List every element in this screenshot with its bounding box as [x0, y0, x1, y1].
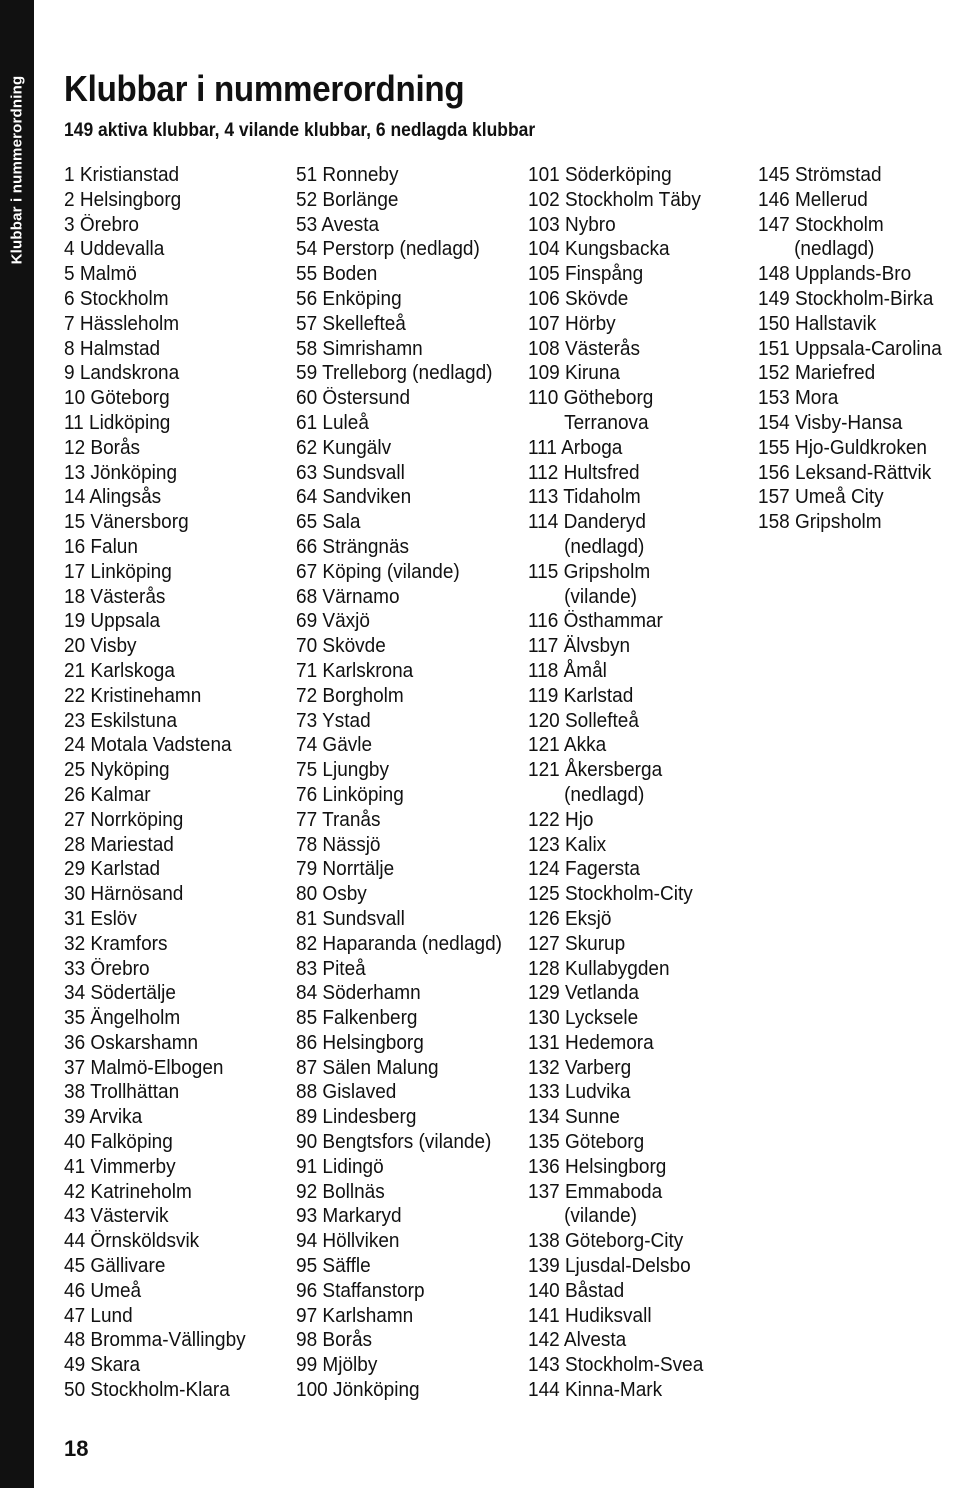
club-entry: 123 Kalix: [528, 833, 607, 856]
club-entry: 51 Ronneby: [296, 164, 399, 186]
club-entry: 39 Arvika: [64, 1106, 143, 1129]
club-entry: 56 Enköping: [296, 287, 402, 310]
club-entry-continuation: (vilande): [564, 585, 637, 608]
club-entry: 29 Karlstad: [64, 858, 161, 881]
club-entry: 8 Halmstad: [64, 337, 161, 360]
club-entry: 77 Tranås: [296, 808, 381, 831]
club-entry: 60 Östersund: [296, 387, 411, 410]
club-entry: 70 Skövde: [296, 635, 386, 658]
club-entry: 79 Norrtälje: [296, 858, 395, 881]
club-entry: 141 Hudiksvall: [528, 1304, 652, 1327]
club-entry: 99 Mjölby: [296, 1354, 378, 1377]
club-entry: 18 Västerås: [64, 585, 166, 608]
club-entry: 32 Kramfors: [64, 932, 168, 955]
club-entry: 16 Falun: [64, 535, 138, 558]
club-entry: 86 Helsingborg: [296, 1031, 424, 1054]
club-entry: 145 Strömstad: [758, 164, 882, 186]
club-entry: 122 Hjo: [528, 808, 594, 831]
club-entry: 137 Emmaboda: [528, 1180, 663, 1203]
club-entry: 17 Linköping: [64, 560, 172, 583]
club-entry: 3 Örebro: [64, 213, 139, 236]
club-entry: 75 Ljungby: [296, 759, 389, 782]
club-entry: 63 Sundsvall: [296, 461, 405, 484]
club-entry: 121 Åkersberga: [528, 759, 663, 782]
club-entry: 151 Uppsala-Carolina: [758, 337, 942, 360]
club-entry: 126 Eksjö: [528, 907, 612, 930]
club-entry: 21 Karlskoga: [64, 659, 175, 682]
side-bar: [0, 0, 34, 1488]
club-entry: 50 Stockholm-Klara: [64, 1379, 230, 1402]
club-entry: 125 Stockholm-City: [528, 883, 693, 906]
club-entry-continuation: (vilande): [564, 1205, 637, 1228]
club-entry: 22 Kristinehamn: [64, 684, 202, 707]
club-entry: 114 Danderyd: [528, 511, 646, 534]
club-entry: 112 Hultsfred: [528, 461, 640, 484]
page-number: 18: [64, 1436, 89, 1461]
club-entry: 67 Köping (vilande): [296, 560, 460, 583]
club-entry: 65 Sala: [296, 511, 361, 534]
club-entry: 59 Trelleborg (nedlagd): [296, 362, 493, 385]
club-entry: 53 Avesta: [296, 213, 380, 236]
club-entry: 52 Borlänge: [296, 188, 399, 211]
club-entry: 150 Hallstavik: [758, 312, 877, 335]
club-entry: 115 Gripsholm: [528, 560, 651, 583]
club-entry: 44 Örnsköldsvik: [64, 1230, 200, 1253]
club-entry: 85 Falkenberg: [296, 1007, 418, 1030]
club-entry: 35 Ängelholm: [64, 1007, 181, 1030]
club-entry: 121 Akka: [528, 734, 607, 757]
club-entry: 131 Hedemora: [528, 1031, 654, 1054]
club-entry: 92 Bollnäs: [296, 1180, 385, 1203]
club-entry: 74 Gävle: [296, 734, 373, 757]
club-entry: 43 Västervik: [64, 1205, 169, 1228]
club-entry: 9 Landskrona: [64, 362, 180, 385]
club-entry: 130 Lycksele: [528, 1007, 639, 1030]
club-entry: 105 Finspång: [528, 263, 644, 286]
club-entry: 54 Perstorp (nedlagd): [296, 238, 480, 261]
club-entry: 97 Karlshamn: [296, 1304, 414, 1327]
club-entry: 37 Malmö-Elbogen: [64, 1056, 224, 1079]
club-entry: 94 Höllviken: [296, 1230, 400, 1253]
club-entry: 2 Helsingborg: [64, 188, 182, 211]
club-list-column-4: [758, 163, 951, 535]
club-entry: 136 Helsingborg: [528, 1155, 667, 1178]
club-entry: 84 Söderhamn: [296, 982, 421, 1005]
club-entry: 81 Sundsvall: [296, 907, 405, 930]
club-entry: 132 Varberg: [528, 1056, 632, 1079]
club-entry: 96 Staffanstorp: [296, 1279, 425, 1302]
club-entry: 20 Visby: [64, 635, 137, 658]
club-entry: 78 Nässjö: [296, 833, 381, 856]
club-entry: 26 Kalmar: [64, 783, 151, 806]
club-entry: 120 Sollefteå: [528, 709, 639, 732]
club-entry: 142 Alvesta: [528, 1329, 627, 1352]
club-entry: 38 Trollhättan: [64, 1081, 180, 1104]
club-entry: 139 Ljusdal-Delsbo: [528, 1255, 691, 1278]
club-entry: 7 Hässleholm: [64, 312, 180, 335]
club-entry: 93 Markaryd: [296, 1205, 402, 1228]
club-entry: 11 Lidköping: [64, 411, 171, 434]
club-entry: 12 Borås: [64, 436, 141, 459]
club-entry: 106 Skövde: [528, 287, 629, 310]
club-entry: 149 Stockholm-Birka: [758, 287, 934, 310]
club-entry: 155 Hjo-Guldkroken: [758, 436, 927, 459]
club-entry: 107 Hörby: [528, 312, 616, 335]
club-entry: 128 Kullabygden: [528, 957, 670, 980]
club-entry: 30 Härnösand: [64, 883, 184, 906]
club-entry: 108 Västerås: [528, 337, 640, 360]
club-entry: 40 Falköping: [64, 1131, 173, 1154]
club-entry: 144 Kinna-Mark: [528, 1379, 663, 1402]
page-subtitle: 149 aktiva klubbar, 4 vilande klubbar, 6 nedlagda klubbar: [64, 120, 536, 141]
club-entry: 90 Bengtsfors (vilande): [296, 1131, 492, 1154]
club-entry: 80 Osby: [296, 883, 367, 906]
club-entry: 13 Jönköping: [64, 461, 178, 484]
club-entry: 69 Växjö: [296, 610, 370, 633]
club-entry: 109 Kiruna: [528, 362, 620, 385]
club-entry: 41 Vimmerby: [64, 1155, 176, 1178]
club-entry: 45 Gällivare: [64, 1255, 166, 1278]
club-entry: 101 Söderköping: [528, 164, 672, 186]
club-entry-continuation: (nedlagd): [564, 535, 645, 558]
club-entry: 19 Uppsala: [64, 610, 161, 633]
club-entry: 46 Umeå: [64, 1279, 142, 1302]
club-entry: 83 Piteå: [296, 957, 366, 980]
club-entry: 73 Ystad: [296, 709, 371, 732]
club-entry: 140 Båstad: [528, 1279, 625, 1302]
club-entry: 88 Gislaved: [296, 1081, 397, 1104]
club-entry: 48 Bromma-Vällingby: [64, 1329, 246, 1352]
club-entry: 154 Visby-Hansa: [758, 411, 903, 434]
club-entry: 103 Nybro: [528, 213, 616, 236]
club-entry: 1 Kristianstad: [64, 164, 180, 186]
club-list-column-3: [528, 163, 713, 1403]
club-entry: 129 Vetlanda: [528, 982, 639, 1005]
club-entry: 4 Uddevalla: [64, 238, 165, 261]
club-entry: 76 Linköping: [296, 783, 404, 806]
club-entry: 14 Alingsås: [64, 486, 162, 509]
club-entry: 57 Skellefteå: [296, 312, 406, 335]
club-entry: 58 Simrishamn: [296, 337, 423, 360]
club-entry: 49 Skara: [64, 1354, 141, 1377]
club-entry: 147 Stockholm: [758, 213, 884, 236]
club-entry: 33 Örebro: [64, 957, 150, 980]
club-entry: 25 Nyköping: [64, 759, 170, 782]
club-entry: 143 Stockholm-Svea: [528, 1354, 704, 1377]
club-entry-continuation: Terranova: [564, 411, 649, 434]
club-entry: 47 Lund: [64, 1304, 133, 1327]
club-entry: 64 Sandviken: [296, 486, 412, 509]
club-entry: 72 Borgholm: [296, 684, 404, 707]
club-entry-continuation: (nedlagd): [564, 783, 645, 806]
club-entry: 62 Kungälv: [296, 436, 392, 459]
club-entry: 153 Mora: [758, 387, 839, 410]
club-entry: 66 Strängnäs: [296, 535, 410, 558]
club-entry: 61 Luleå: [296, 411, 369, 434]
club-entry: 36 Oskarshamn: [64, 1031, 199, 1054]
club-entry: 6 Stockholm: [64, 287, 169, 310]
club-entry: 95 Säffle: [296, 1255, 371, 1278]
club-entry: 28 Mariestad: [64, 833, 174, 856]
club-entry-continuation: (nedlagd): [794, 238, 875, 261]
club-entry: 31 Eslöv: [64, 907, 137, 930]
club-list-column-1: [64, 163, 255, 1403]
club-entry: 110 Götheborg: [528, 387, 654, 410]
club-entry: 134 Sunne: [528, 1106, 620, 1129]
club-entry: 148 Upplands-Bro: [758, 263, 912, 286]
club-entry: 24 Motala Vadstena: [64, 734, 232, 757]
club-entry: 42 Katrineholm: [64, 1180, 192, 1203]
club-entry: 117 Älvsbyn: [528, 635, 631, 658]
club-entry: 127 Skurup: [528, 932, 626, 955]
club-entry: 118 Åmål: [528, 659, 607, 682]
side-label: Klubbar i nummerordning: [8, 75, 26, 265]
club-entry: 98 Borås: [296, 1329, 373, 1352]
club-entry: 91 Lidingö: [296, 1155, 384, 1178]
club-entry: 158 Gripsholm: [758, 511, 882, 534]
club-entry: 10 Göteborg: [64, 387, 170, 410]
club-entry: 146 Mellerud: [758, 188, 868, 211]
club-entry: 5 Malmö: [64, 263, 137, 286]
club-entry: 157 Umeå City: [758, 486, 884, 509]
club-entry: 104 Kungsbacka: [528, 238, 670, 261]
club-entry: 23 Eskilstuna: [64, 709, 178, 732]
club-entry: 82 Haparanda (nedlagd): [296, 932, 502, 955]
club-entry: 111 Arboga: [528, 436, 623, 459]
club-entry: 119 Karlstad: [528, 684, 634, 707]
club-list-column-2: [296, 163, 513, 1403]
club-entry: 68 Värnamo: [296, 585, 400, 608]
club-entry: 87 Sälen Malung: [296, 1056, 439, 1079]
club-entry: 34 Södertälje: [64, 982, 176, 1005]
club-entry: 138 Göteborg-City: [528, 1230, 684, 1253]
club-entry: 156 Leksand-Rättvik: [758, 461, 932, 484]
club-entry: 124 Fagersta: [528, 858, 640, 881]
page-title: Klubbar i nummerordning: [64, 68, 465, 109]
club-entry: 152 Mariefred: [758, 362, 876, 385]
club-entry: 27 Norrköping: [64, 808, 184, 831]
club-entry: 135 Göteborg: [528, 1131, 645, 1154]
club-entry: 116 Östhammar: [528, 610, 663, 633]
club-entry: 71 Karlskrona: [296, 659, 414, 682]
club-entry: 102 Stockholm Täby: [528, 188, 701, 211]
club-entry: 113 Tidaholm: [528, 486, 641, 509]
club-entry: 133 Ludvika: [528, 1081, 631, 1104]
club-entry: 55 Boden: [296, 263, 378, 286]
club-entry: 100 Jönköping: [296, 1379, 420, 1402]
club-entry: 89 Lindesberg: [296, 1106, 417, 1129]
club-entry: 15 Vänersborg: [64, 511, 189, 534]
